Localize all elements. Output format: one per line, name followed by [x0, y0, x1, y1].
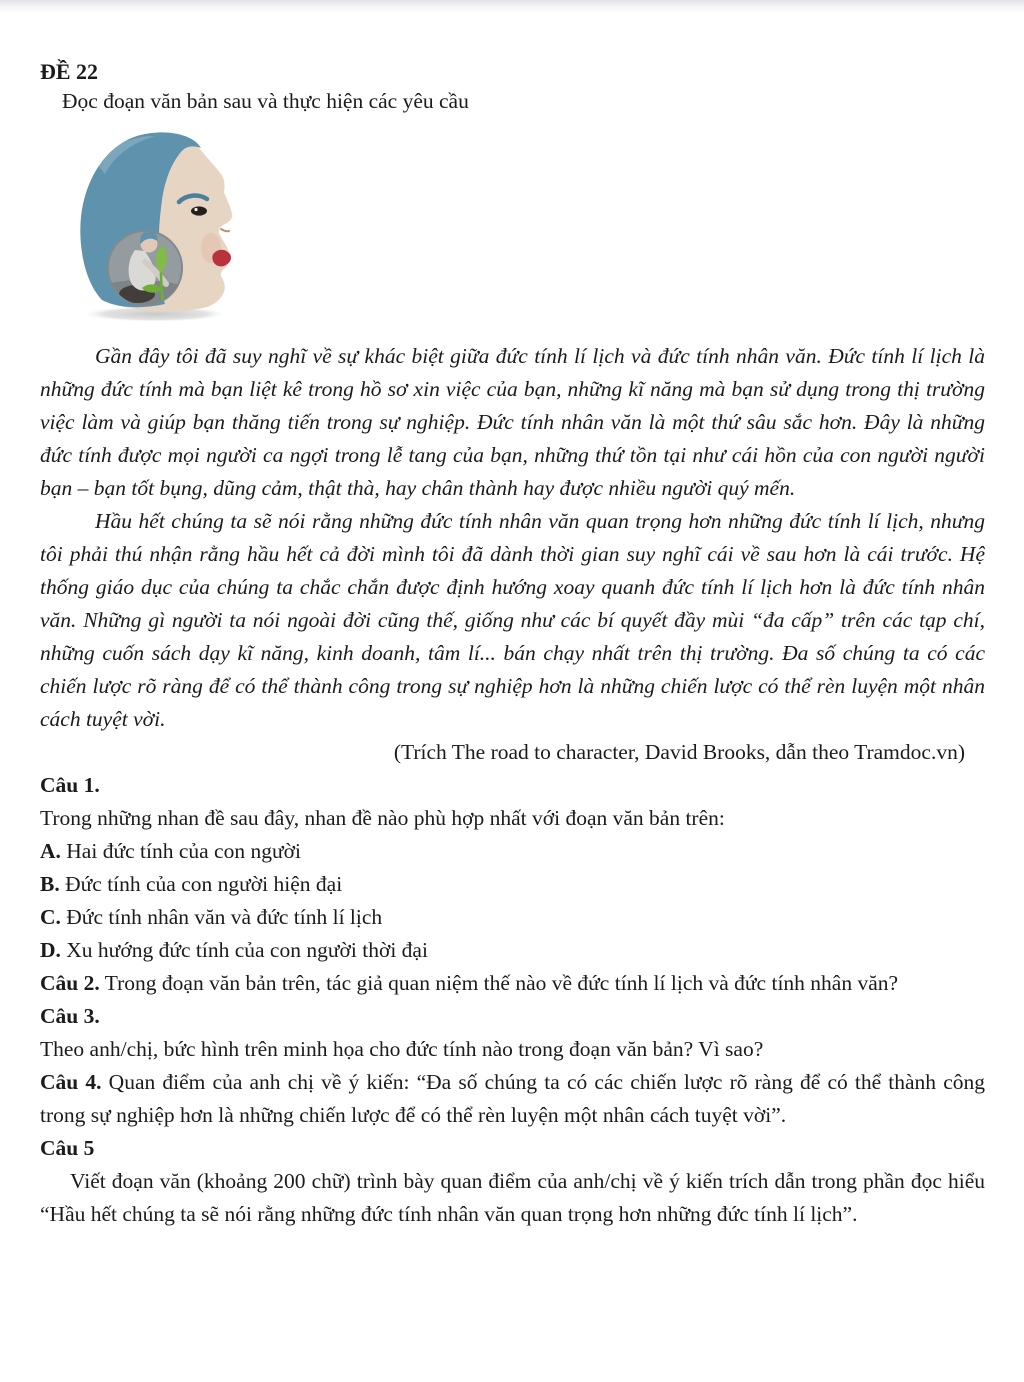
- option-c-label: C.: [40, 905, 61, 929]
- instruction-line: Đọc đoạn văn bản sau và thực hiện các yêu cầu: [62, 89, 469, 113]
- questions-section: [40, 769, 985, 1231]
- lips: [212, 250, 231, 267]
- question-2-number: Câu 2.: [40, 971, 100, 995]
- question-3-prompt: Theo anh/chị, bức hình trên minh họa cho đức tính nào trong đoạn văn bản? Vì sao?: [40, 1037, 764, 1061]
- question-4-text: Quan điểm của anh chị về ý kiến: “Đa số chúng ta có các chiến lược rõ ràng để có thể thành công trong sự nghiệp hơn là những chiến lược để có thể rèn luyện một nhân cách tuyệt vời”.: [40, 1070, 986, 1127]
- question-4: [40, 1066, 985, 1132]
- passage-paragraph-1: Gần đây tôi đã suy nghĩ về sự khác biệt giữa đức tính lí lịch và đức tính nhân văn. Đức tính lí lịch là những đức tính mà bạn liệt kê trong hồ sơ xin việc của bạn, những kĩ năng mà bạn sử dụng trong thị trường việc làm và giúp bạn thăng tiến trong sự nghiệp. Đức tính nhân văn là một thứ sâu sắc hơn. Đây là những đức tính được mọi người ca ngợi trong lễ tang của bạn, những thứ tồn tại như cái hồn của con người người bạn – bạn tốt bụng, dũng cảm, thật thà, hay chân thành hay được nhiều người quý mến.: [40, 344, 985, 500]
- question-1-number: Câu 1.: [40, 773, 100, 797]
- question-3-number: Câu 3.: [40, 1004, 100, 1028]
- option-c-text: Đức tính nhân văn và đức tính lí lịch: [66, 905, 383, 929]
- head-profile-svg: [75, 132, 235, 324]
- passage-citation: (Trích The road to character, David Brooks, dẫn theo Tramdoc.vn): [393, 740, 965, 764]
- question-5-number: Câu 5: [40, 1136, 95, 1160]
- question-2-text: Trong đoạn văn bản trên, tác giả quan niệm thế nào về đức tính lí lịch và đức tính nhân văn?: [104, 971, 899, 995]
- exam-title: ĐỀ 22: [40, 59, 99, 84]
- question-1-option-a: [40, 835, 985, 868]
- nostril: [221, 229, 229, 231]
- question-5-prompt: Viết đoạn văn (khoảng 200 chữ) trình bày quan điểm của anh/chị về ý kiến trích dẫn trong phần đọc hiểu “Hầu hết chúng ta sẽ nói rằng những đức tính nhân văn quan trọng hơn những đức tính lí lịch”.: [40, 1169, 985, 1226]
- question-1-option-b: [40, 868, 985, 901]
- question-5-label: [40, 1132, 985, 1165]
- head-profile-illustration: [75, 132, 235, 324]
- passage-paragraph-2: Hầu hết chúng ta sẽ nói rằng những đức tính nhân văn quan trọng hơn những đức tính lí lịch, nhưng tôi phải thú nhận rằng hầu hết cả đời mình tôi đã dành thời gian suy nghĩ cái về sau hơn là cái trước. Hệ thống giáo dục của chúng ta chắc chắn được định hướng xoay quanh đức tính lí lịch hơn là đức tính nhân văn. Những gì người ta nói ngoài đời cũng thế, giống như các bí quyết đầy mùi “đa cấp” trên các tạp chí, những cuốn sách dạy kĩ năng, kinh doanh, tâm lí... bán chạy nhất trên thị trường. Đa số chúng ta có các chiến lược rõ ràng để có thể thành công trong sự nghiệp hơn là những chiến lược có thể rèn luyện một nhân cách tuyệt vời.: [40, 509, 985, 731]
- option-b-label: B.: [40, 872, 60, 896]
- reading-passage: [40, 340, 985, 769]
- question-3-label: [40, 1000, 985, 1033]
- question-1-option-c: [40, 901, 985, 934]
- question-2: [40, 967, 985, 1000]
- top-gradient-bar: [0, 0, 1024, 13]
- option-a-label: A.: [40, 839, 61, 863]
- question-1-prompt: Trong những nhan đề sau đây, nhan đề nào phù hợp nhất với đoạn văn bản trên:: [40, 806, 725, 830]
- eye: [191, 206, 207, 215]
- question-1-label: [40, 769, 985, 802]
- question-4-number: Câu 4.: [40, 1070, 102, 1094]
- option-d-label: D.: [40, 938, 61, 962]
- question-1-option-d: [40, 934, 985, 967]
- option-a-text: Hai đức tính của con người: [66, 839, 301, 863]
- option-b-text: Đức tính của con người hiện đại: [65, 872, 343, 896]
- document-page: [0, 58, 1024, 1231]
- option-d-text: Xu hướng đức tính của con người thời đại: [66, 938, 428, 962]
